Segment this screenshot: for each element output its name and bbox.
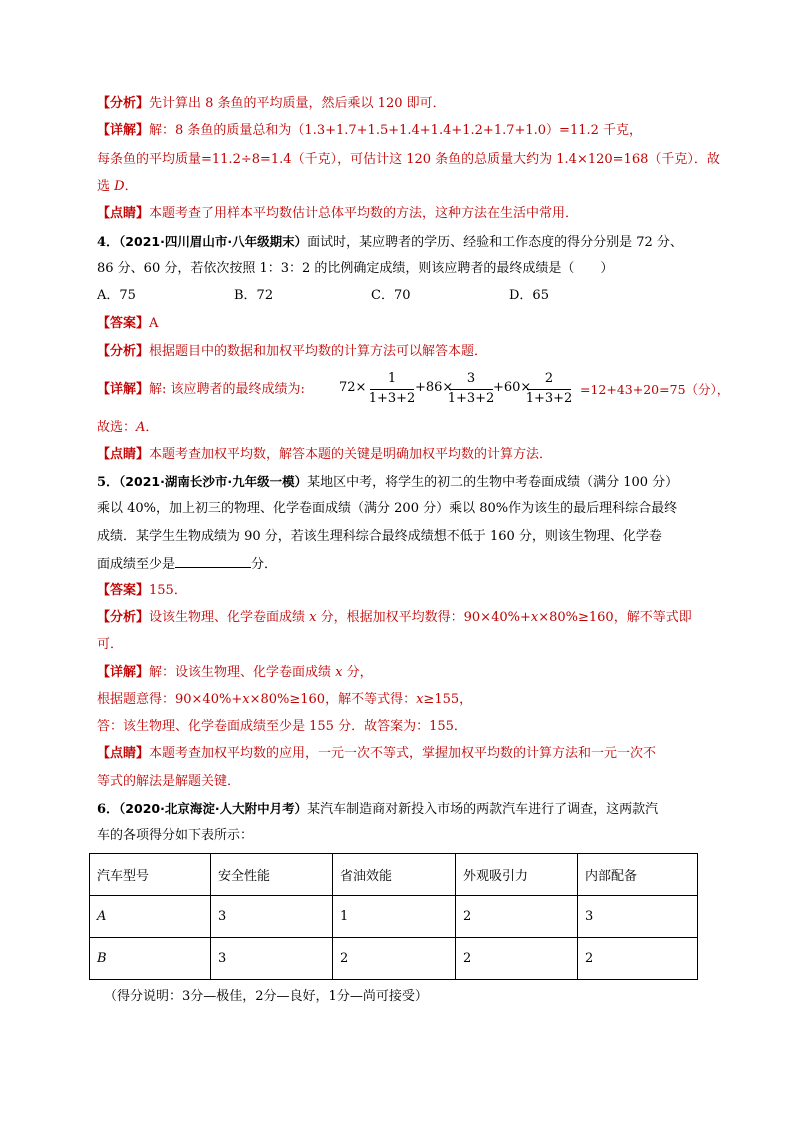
table-header-cell: 省油效能 (333, 854, 456, 896)
detail-text: 分， (342, 665, 373, 680)
formula-term: 72× (339, 380, 367, 395)
answer-choice: D (114, 179, 125, 194)
fraction-numerator: 3 (466, 371, 476, 386)
q3-detail-line1 (97, 121, 642, 141)
table-header-row (90, 854, 698, 896)
table-cell: 3 (211, 896, 333, 938)
fraction-numerator: 2 (544, 371, 554, 386)
question-stem: 某地区中考，将学生的初二的生物中考卷面成绩（满分 100 分） (307, 475, 679, 490)
car-score-table (89, 853, 698, 980)
answer-text: A (149, 316, 159, 331)
question-number: 5． (97, 475, 120, 490)
detail-text: 解: 该应聘者的最终成绩为: (149, 382, 305, 397)
score-note: （得分说明：3分—极佳，2分—良好，1分—尚可接受） (104, 989, 428, 1004)
table-cell: 2 (333, 938, 456, 980)
q4-comment-line (97, 445, 552, 465)
detail-text: 选 (97, 179, 115, 194)
weighted-average-formula (0, 370, 794, 410)
analysis-label: 【分析】 (97, 344, 150, 359)
question-stem: 面成绩至少是 (97, 557, 176, 572)
table-header-cell: 汽车型号 (90, 854, 211, 896)
answer-text: 155． (149, 583, 187, 598)
q4-stem-line2: 86 分、60 分，若依次按照 1：3：2 的比例确定成绩，则该应聘者的最终成绩是（ ） (97, 261, 614, 276)
table-cell: 3 (578, 896, 698, 938)
q6-stem-line1 (97, 799, 658, 819)
q5-detail-line1 (97, 663, 373, 683)
detail-text: ≥155， (423, 692, 473, 707)
comment-text: 本题考查加权平均数，解答本题的关键是明确加权平均数的计算方法． (149, 447, 553, 462)
q5-analysis-line1 (97, 608, 692, 628)
answer-label: 【答案】 (97, 583, 150, 598)
variable-x: x (242, 692, 250, 707)
q5-answer-line (97, 581, 187, 601)
q3-comment-line (97, 204, 578, 224)
fraction-denominator: 1+3+2 (368, 391, 416, 406)
q5-stem-line4 (97, 554, 277, 574)
q5-stem-line3: 成绩．某学生生物成绩为 90 分，若该生理科综合最终成绩想不低于 160 分，则该生物理、化学卷 (97, 529, 662, 544)
detail-text: ． (124, 179, 138, 194)
table-cell: 2 (456, 896, 578, 938)
table-cell: 1 (333, 896, 456, 938)
formula-term: +86× (415, 380, 454, 395)
detail-text: 故选： (97, 420, 137, 435)
q5-detail-line2 (97, 690, 472, 710)
q4-conclusion-line (97, 418, 158, 438)
table-header-cell: 外观吸引力 (456, 854, 578, 896)
table-cell: 2 (456, 938, 578, 980)
detail-text: ． (145, 420, 159, 435)
table-row (90, 896, 698, 938)
analysis-text: 根据题目中的数据和加权平均数的计算方法可以解答本题． (149, 344, 488, 359)
formula-result: =12+43+20=75（分）， (580, 382, 730, 397)
q3-detail-line2: 每条鱼的平均质量=11.2÷8=1.4（千克），可估计这 120 条鱼的总质量大约为 1.4×120=168（千克）．故 (97, 152, 720, 167)
formula-term: +60× (493, 380, 532, 395)
detail-text: ×80%≥160，解不等式得： (249, 692, 417, 707)
q3-detail-line3 (97, 177, 138, 197)
question-stem: 分． (251, 557, 278, 572)
q5-stem-line1 (97, 472, 678, 492)
q5-comment-line2: 等式的解法是解题关键． (97, 774, 241, 789)
question-source: （2021·湖南长沙市·九年级一模） (119, 474, 308, 489)
q4-stem-line1 (97, 232, 683, 252)
table-cell: 2 (578, 938, 698, 980)
option-c: C．70 (371, 288, 411, 303)
q4-analysis-line (97, 342, 487, 362)
question-number: 4． (97, 235, 120, 250)
comment-label: 【点睛】 (97, 746, 150, 761)
table-cell: B (90, 938, 211, 980)
analysis-text: ×80%≥160，解不等式即 (538, 610, 692, 625)
analysis-label: 【分析】 (97, 96, 150, 111)
q4-answer-line (97, 314, 158, 334)
comment-text: 本题考查加权平均数的应用，一元一次不等式，掌握加权平均数的计算方法和一元一次不 (149, 746, 657, 761)
q5-comment-line1 (97, 744, 656, 764)
option-a: A．75 (97, 288, 136, 303)
fraction (523, 370, 575, 408)
detail-label: 【详解】 (97, 665, 150, 680)
analysis-text: 分，根据加权平均数得：90×40%+ (316, 610, 531, 625)
fraction-denominator: 1+3+2 (525, 391, 573, 406)
table-cell: A (90, 896, 211, 938)
q3-analysis-line (97, 94, 446, 114)
comment-label: 【点睛】 (97, 206, 150, 221)
analysis-text: 先计算出 8 条鱼的平均质量，然后乘以 120 即可． (149, 96, 446, 111)
answer-label: 【答案】 (97, 316, 150, 331)
fraction-numerator: 1 (387, 371, 397, 386)
variable-x: x (309, 610, 317, 625)
option-b: B．72 (234, 288, 274, 303)
detail-text: 解：8 条鱼的质量总和为（1.3+1.7+1.5+1.4+1.4+1.2+1.7+1.0）=11.2 千克， (149, 123, 643, 138)
question-stem: 某汽车制造商对新投入市场的两款汽车进行了调查，这两款汽 (307, 802, 659, 817)
analysis-text: 设该生物理、化学卷面成绩 (149, 610, 310, 625)
answer-blank[interactable] (175, 554, 251, 568)
fraction (445, 370, 497, 408)
q5-analysis-line2: 可． (97, 637, 124, 652)
answer-choice: A (136, 420, 146, 435)
question-source: （2021·四川眉山市·八年级期末） (119, 234, 308, 249)
option-d: D．65 (509, 288, 549, 303)
analysis-label: 【分析】 (97, 610, 150, 625)
fraction (366, 370, 418, 408)
q4-options (97, 286, 617, 306)
variable-x: x (530, 610, 539, 625)
q5-detail-line3: 答：该生物理、化学卷面成绩至少是 155 分．故答案为：155． (97, 719, 467, 734)
detail-text: 解：设该生物理、化学卷面成绩 (149, 665, 336, 680)
question-source: （2020·北京海淀·人大附中月考） (119, 801, 308, 816)
variable-x: x (416, 692, 424, 707)
detail-text: 根据题意得：90×40%+ (97, 692, 243, 707)
table-cell: 3 (211, 938, 333, 980)
q6-stem-line2: 车的各项得分如下表所示： (97, 828, 254, 843)
table-header-cell: 安全性能 (211, 854, 333, 896)
question-number: 6． (97, 802, 120, 817)
comment-label: 【点睛】 (97, 447, 150, 462)
fraction-denominator: 1+3+2 (447, 391, 495, 406)
table-row (90, 938, 698, 980)
variable-x: x (335, 665, 343, 680)
detail-label: 【详解】 (97, 123, 150, 138)
table-header-cell: 内部配备 (578, 854, 698, 896)
question-stem: 面试时，某应聘者的学历、经验和工作态度的得分分别是 72 分、 (307, 235, 683, 250)
detail-label: 【详解】 (97, 382, 150, 397)
comment-text: 本题考查了用样本平均数估计总体平均数的方法，这种方法在生活中常用． (149, 206, 579, 221)
q5-stem-line2: 乘以 40%，加上初三的物理、化学卷面成绩（满分 200 分）乘以 80%作为该生的最后理科综合最终 (97, 501, 678, 516)
